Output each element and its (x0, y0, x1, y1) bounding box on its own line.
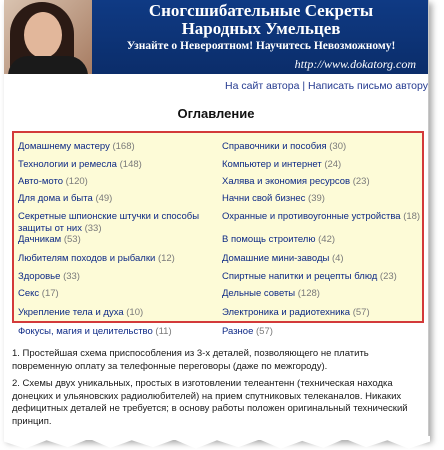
toc-item-label: Любителям походов и рыбалки (18, 253, 158, 264)
toc-item-label: Укрепление тела и духа (18, 307, 127, 318)
toc-item-count: (10) (126, 307, 144, 318)
toc-item-label: Секретные шпионские штучки и способы защиты от них (18, 211, 200, 234)
toc-box (12, 131, 424, 337)
author-photo (4, 0, 92, 74)
toc-item-count: (57) (352, 307, 370, 318)
toc-item[interactable] (18, 326, 218, 338)
toc-item-count: (33) (84, 223, 102, 234)
toc-item[interactable] (18, 193, 218, 205)
toc-item-count: (4) (331, 253, 344, 264)
toc-item-count: (12) (157, 253, 175, 264)
torn-edge (4, 436, 430, 450)
toc-item[interactable] (222, 193, 422, 205)
toc-item[interactable] (18, 234, 218, 246)
toc-item-label: Электроника и радиотехника (222, 307, 353, 318)
toc-item-label: Охранные и противоугонные устройства (222, 211, 404, 222)
toc-item-label: Халява и экономия ресурсов (222, 176, 353, 187)
toc-item[interactable] (222, 176, 422, 188)
toc-item-count: (57) (256, 326, 273, 337)
toc-item[interactable] (18, 176, 218, 188)
toc-item-count: (120) (65, 176, 88, 187)
toc-item-label: Спиртные напитки и рецепты блюд (222, 271, 380, 282)
toc-item-label: Домашнему мастеру (18, 141, 113, 152)
toc-item-label: Начни свой бизнес (222, 193, 309, 204)
toc-item-label: В помощь строителю (222, 234, 319, 245)
toc-item-count: (23) (352, 176, 370, 187)
toc-item[interactable] (222, 211, 422, 223)
links-separator: | (302, 80, 306, 92)
toc-item[interactable] (222, 288, 422, 300)
toc-item-count: (11) (155, 326, 172, 337)
toc-item-label: Дачникам (18, 234, 64, 245)
toc-item-count: (49) (95, 193, 113, 204)
toc-item[interactable] (18, 288, 218, 300)
toc-item[interactable] (222, 307, 422, 319)
toc-item-label: Авто-мото (18, 176, 66, 187)
toc-item-label: Справочники и пособия (222, 141, 330, 152)
toc-item-count: (24) (324, 159, 342, 170)
toc-item[interactable] (222, 326, 422, 338)
document-page (4, 0, 429, 440)
toc-item-label: Фокусы, магия и целительство (18, 326, 156, 337)
toc-item-count: (53) (63, 234, 81, 245)
toc-item-count: (148) (119, 159, 142, 170)
toc-item[interactable] (18, 159, 218, 171)
banner-title-line1: Сногсшибательные Секреты (148, 1, 374, 20)
toc-title: Оглавление (177, 106, 255, 121)
toc-item-count: (168) (112, 141, 135, 152)
write-author-link[interactable]: Написать письмо автору (308, 80, 428, 92)
toc-item-count: (33) (63, 271, 80, 282)
toc-item[interactable] (222, 234, 422, 246)
toc-item-count: (30) (329, 141, 347, 152)
toc-item-count: (42) (318, 234, 336, 245)
toc-item-label: Здоровье (18, 271, 64, 282)
toc-item-label: Для дома и быта (18, 193, 96, 204)
toc-item-count: (18) (403, 211, 421, 222)
toc-item[interactable] (18, 211, 218, 235)
toc-item-count: (17) (41, 288, 59, 299)
toc-item-label: Домашние мини-заводы (222, 253, 332, 264)
toc-item-label: Технологии и ремесла (18, 159, 120, 170)
paragraph-1: 1. Простейшая схема приспособления из 3-х деталей, позволяющего не платить повременную оплату за телефонные переговоры (даже по межгороду). (12, 348, 369, 372)
banner-title-line2: Народных Умельцев (181, 19, 341, 38)
toc-item-label: Разное (222, 326, 257, 337)
toc-item-count: (23) (379, 271, 397, 282)
toc-item-count: (39) (308, 193, 325, 204)
toc-item-label: Компьютер и интернет (222, 159, 325, 170)
toc-item-label: Дельные советы (222, 288, 298, 299)
top-links (4, 80, 428, 92)
toc-item[interactable] (18, 307, 218, 319)
banner-title (98, 2, 424, 38)
toc-item[interactable] (18, 271, 218, 283)
toc-item[interactable] (222, 253, 422, 265)
toc-item-count: (128) (297, 288, 320, 299)
header-banner (4, 0, 428, 74)
banner-slogan: Узнайте о Невероятном! Научитесь Невозможному! (126, 40, 396, 52)
toc-item[interactable] (222, 271, 422, 283)
toc-item[interactable] (18, 141, 218, 153)
paragraph-2: 2. Схемы двух уникальных, простых в изготовлении телеантенн (техническая находка донецких и ульяновских радиолюбителей) на прием спутниковых телеканалов. Никаких дефицитных деталей не требуется; в основу работы положен оригинальный технический принцип. (12, 378, 408, 427)
banner-url[interactable]: http://www.dokatorg.com (294, 57, 416, 71)
author-site-link[interactable]: На сайт автора (225, 80, 300, 92)
toc-item[interactable] (18, 253, 218, 265)
toc-item-label: Секс (18, 288, 42, 299)
toc-item[interactable] (222, 141, 422, 153)
toc-item[interactable] (222, 159, 422, 171)
